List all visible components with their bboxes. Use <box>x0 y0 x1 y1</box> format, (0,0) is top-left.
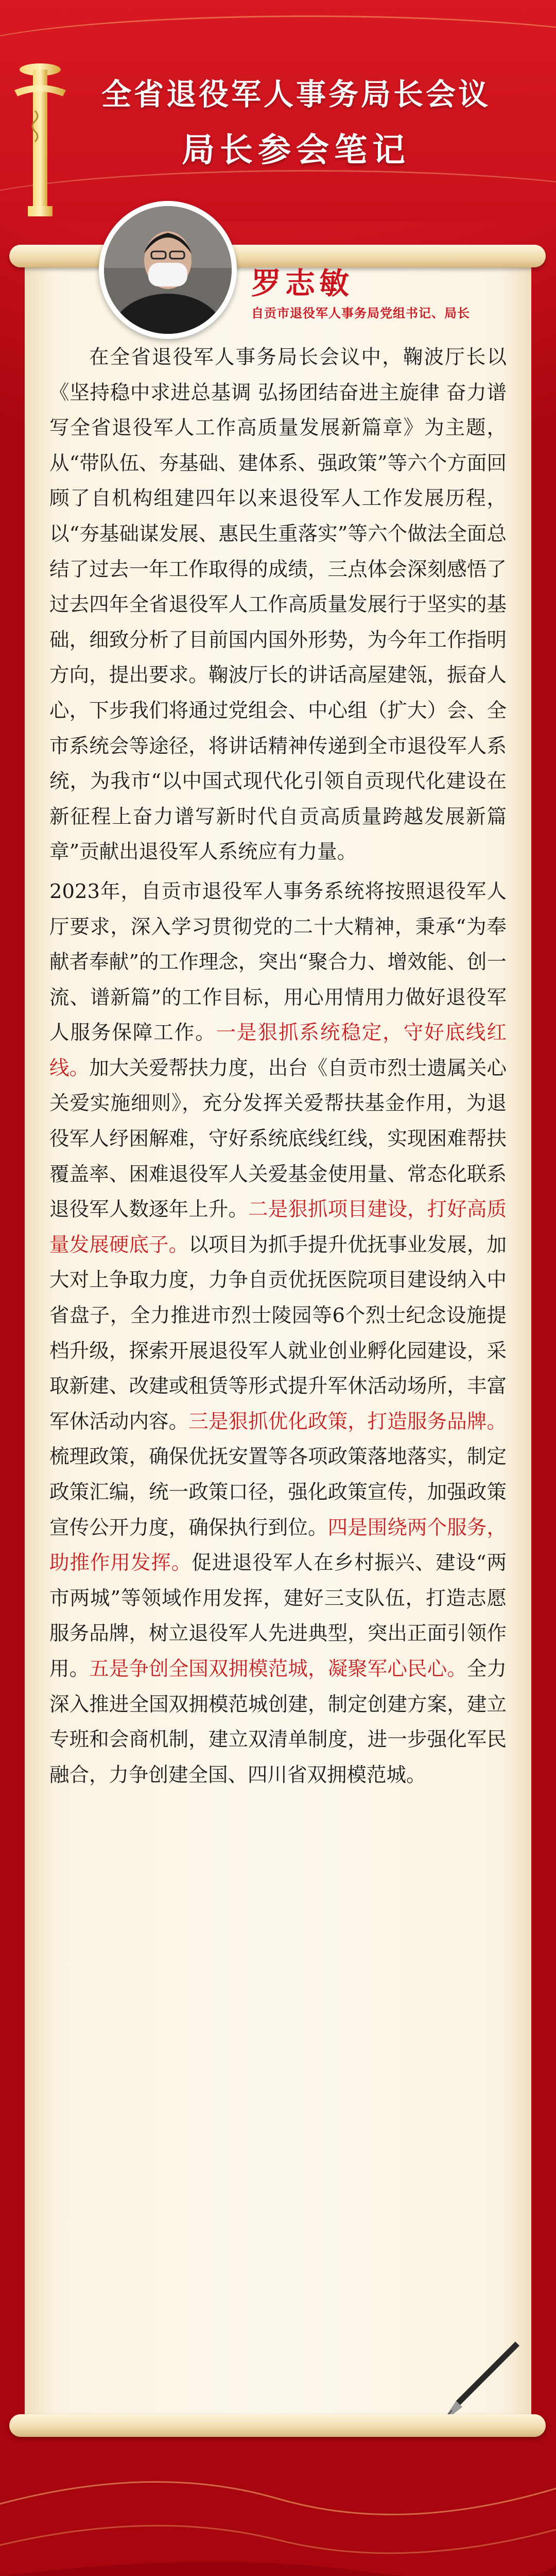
header-band <box>0 0 556 222</box>
paragraph-text: 2023年，自贡市退役军人事务系统将按照退役军人厅要求，深入学习贯彻党的二十大精神，秉承“为奉献者奉献”的工作理念，突出“聚合力、增效能、创一流、谱新篇”的工作目标，用心用情用力做好退役军人服务保障工作。 <box>49 879 507 1045</box>
paragraph-text: 加大关爱帮扶力度，出台《自贡市烈士遗属关心关爱实施细则》，充分发挥关爱帮扶基金作用，为退役军人纾困解难，守好系统底线红线，实现困难帮扶覆盖率、困难退役军人关爱基金使用量、常态化联系退役军人数逐年上升。 <box>49 1056 507 1222</box>
paragraph-text: 全力深入推进全国双拥模范城创建，制定创建方案，建立专班和会商机制，建立双清单制度，进一步强化军民融合，力争创建全国、四川省双拥模范城。 <box>49 1657 507 1787</box>
paragraph: 在全省退役军人事务局长会议中，鞠波厅长以《坚持稳中求进总基调 弘扬团结奋进主旋律 奋力谱写全省退役军人工作高质量发展新篇章》为主题，从“带队伍、夯基础、建体系、强政策”等六个方面回顾了自机构组建四年以来退役军人工作发展历程，以“夯基础谋发展、惠民生重落实”等六个做法全面总结了过去一年工作取得的成绩，三点体会深刻感悟了过去四年全省退役军人工作高质量发展行于坚实的基础，细致分析了目前国内国外形势，为今年工作指明方向，提出要求。鞠波厅长的讲话高屋建瓴，振奋人心，下步我们将通过党组会、中心组（扩大）会、全市系统会等途径，将讲话精神传递到全市退役军人系统，为我市“以中国式现代化引领自贡现代化建设在新征程上奋力谱写新时代自贡高质量跨越发展新篇章”贡献出退役军人系统应有力量。 <box>49 346 507 864</box>
scroll-bottom-roller <box>9 2414 546 2437</box>
article-body <box>49 340 507 1797</box>
paragraph-text: 梳理政策，确保优抚安置等各项政策落地落实，制定政策汇编，统一政策口径，强化政策宣传，加强政策宣传公开力度，确保执行到位。 <box>49 1445 507 1539</box>
avatar <box>104 206 232 334</box>
author-name: 罗志敏 <box>251 266 354 301</box>
header-title-line1: 全省退役军人事务局长会议 <box>101 77 491 112</box>
huabiao-pillar-icon <box>9 49 71 219</box>
header-title-line2: 局长参会笔记 <box>182 131 410 170</box>
paragraph-text: 以项目为抓手提升优抚事业发展，加大对上争取力度，力争自贡优抚医院项目建设纳入中省盘子，全力推进市烈士陵园等6个烈士纪念设施提档升级，探索开展退役军人就业创业孵化园建设，采取新建、改建或租赁等形式提升军休活动场所，丰富军休活动内容。 <box>49 1233 507 1433</box>
paragraph-text: 促进退役军人在乡村振兴、建设“两市两城”等领域作用发挥，建好三支队伍，打造志愿服务品牌，树立退役军人先进典型，突出正面引领作用。 <box>49 1551 507 1681</box>
portrait-illustration <box>104 206 232 334</box>
footer-decoration <box>0 2442 556 2576</box>
decorative-ribbon <box>0 170 556 222</box>
highlight-point: 一是狠抓系统稳定，守好底线红线。 <box>49 1021 507 1080</box>
highlight-point: 二是狠抓项目建设，打好高质量发展硬底子。 <box>49 1198 507 1257</box>
highlight-point: 五是争创全国双拥模范城，凝聚军心民心。 <box>89 1657 467 1681</box>
author-title: 自贡市退役军人事务局党组书记、局长 <box>251 306 470 320</box>
highlight-point: 三是狠抓优化政策，打造服务品牌。 <box>188 1410 507 1433</box>
highlight-point: 四是围绕两个服务，助推作用发挥。 <box>49 1516 507 1575</box>
paragraph <box>49 874 507 1793</box>
